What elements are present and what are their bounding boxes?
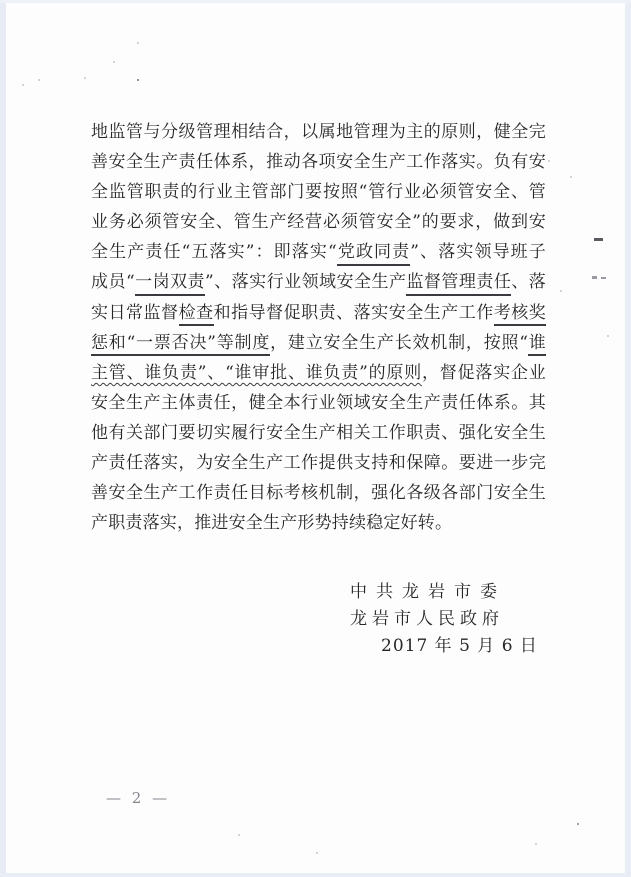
scan-speck [22,84,24,86]
text-line [91,117,546,147]
text-segment: 他有关部门要切实履行安全生产相关工作职责、强化安全生 [91,422,546,443]
scan-edge-left [0,0,6,877]
text-segment: 全生产责任“五落实”：即落实“ [91,242,337,263]
scan-speck [238,834,240,836]
scan-speck [84,77,86,79]
text-segment: 和指导督促职责、落实安全生产工作 [213,302,494,323]
text-segment: ”、落实领导班子 [410,242,546,263]
scan-speck [137,42,139,44]
scan-speck [560,290,562,292]
text-segment: ，督促落实企业 [422,362,546,383]
pen-underline: 考核奖 [494,303,546,327]
scan-edge-right [625,0,631,877]
body-text [91,117,546,538]
text-segment: 善安全生产责任体系，推动各项安全生产工作落实。负有安 [91,152,546,173]
text-segment: 实日常监督 [91,302,179,323]
text-line [91,207,546,237]
scan-speck [570,176,572,178]
signature-government: 龙岩市人民政府 [350,609,504,629]
pen-underline: 检查 [179,303,214,327]
signature-party-committee: 中共龙岩市委 [350,582,506,602]
text-line [91,267,546,297]
text-segment: 业务必须管安全、管生产经营必须管安全”的要求，做到安 [91,212,546,233]
text-line [91,508,546,538]
text-segment: 地监管与分级管理相结合，以属地管理为主的原则，健全完 [91,122,546,142]
pen-mark [592,276,597,279]
scan-speck [577,823,579,825]
text-segment: ，建立安全生产长效机制，按照“ [270,332,529,353]
text-segment: ”、落实行业领域安全生产 [205,272,407,293]
pen-underline: 监督管理责任 [406,272,511,296]
scan-edge-bottom [0,873,631,877]
text-line [91,328,546,358]
page-number: — 2 — [106,789,171,807]
signature-block [350,579,538,660]
scan-edge-top [0,0,631,3]
text-line [91,298,546,328]
scan-speck [548,160,550,162]
pen-underline: 惩和“一票否决”等制度 [91,333,270,357]
scan-speck [113,61,115,63]
pen-underline: 谁 [528,333,546,357]
text-segment: 善安全生产工作责任目标考核机制，强化各级各部门安全生 [91,483,546,504]
signature-date: 2017 年 5 月 6 日 [381,636,538,656]
scan-speck [38,79,40,81]
pen-mark [594,238,603,241]
text-segment: 、落 [511,272,546,293]
text-segment: 成员“ [91,272,135,293]
text-segment: 产责任落实，为安全生产工作提供支持和保障。要进一步完 [91,453,546,474]
text-line [91,388,546,418]
text-line [91,177,546,207]
text-line [91,358,546,388]
scan-speck [316,852,318,854]
scan-speck [137,79,139,81]
pen-underline: 党政同责 [337,242,410,266]
text-line [91,478,546,508]
scan-speck [535,843,537,845]
text-line [91,237,546,267]
pen-underline-wavy: 主管、谁负责”、“谁审批、谁负责”的原则 [91,362,423,383]
text-segment: 产职责落实，推进安全生产形势持续稳定好转。 [91,513,453,534]
text-segment: 安全生产主体责任，健全本行业领域安全生产责任体系。其 [91,392,546,413]
text-segment: 全监管职责的行业主管部门要按照“管行业必须管安全、管 [91,182,546,203]
scan-speck [607,335,609,337]
text-line [91,418,546,448]
text-line [91,147,546,177]
pen-mark [601,277,606,279]
text-line [91,448,546,478]
pen-underline: 一岗双责 [135,272,205,296]
